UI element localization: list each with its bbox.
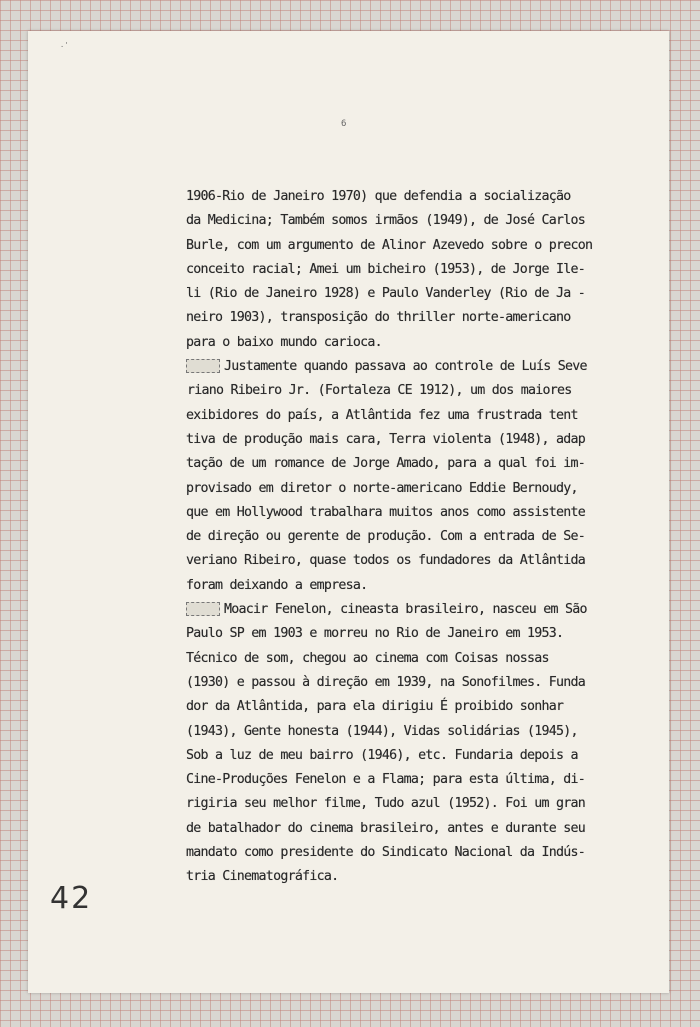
text-line: veriano Ribeiro, quase todos os fundadores da Atlântida bbox=[186, 553, 586, 569]
text-line: Técnico de som, chegou ao cinema com Coisas nossas bbox=[186, 650, 549, 666]
text-line: da Medicina; Também somos irmãos (1949), de José Carlos bbox=[186, 213, 586, 229]
corner-mark: .' bbox=[60, 41, 69, 49]
text-line: de batalhador do cinema brasileiro, antes e durante seu bbox=[186, 820, 586, 836]
document-page bbox=[28, 31, 669, 993]
text-line: neiro 1903), transposição do thriller norte-americano bbox=[186, 310, 571, 326]
text-line: Sob a luz de meu bairro (1946), etc. Fundaria depois a bbox=[186, 747, 578, 763]
text-line: provisado em diretor o norte-americano Eddie Bernoudy, bbox=[186, 480, 578, 496]
text-line: (1943), Gente honesta (1944), Vidas solidárias (1945), bbox=[186, 723, 578, 739]
paragraph-marker bbox=[186, 359, 220, 373]
text-line: dor da Atlântida, para ela dirigiu É proibido sonhar bbox=[186, 699, 564, 715]
text-line: 1906-Rio de Janeiro 1970) que defendia a socialização bbox=[186, 189, 571, 204]
top-mark: 6 bbox=[341, 119, 347, 129]
text-line: li (Rio de Janeiro 1928) e Paulo Vanderley (Rio de Ja - bbox=[186, 286, 586, 302]
text-line: (1930) e passou à direção em 1939, na Sonofilmes. Funda bbox=[186, 674, 586, 690]
text-line: tação de um romance de Jorge Amado, para a qual foi im- bbox=[186, 456, 586, 472]
text-line: para o baixo mundo carioca. bbox=[186, 334, 382, 350]
handwritten-page-number: 42 bbox=[50, 881, 93, 916]
text-line: foram deixando a empresa. bbox=[186, 577, 368, 593]
paragraph-start-line bbox=[186, 598, 646, 622]
text-line: tiva de produção mais cara, Terra violenta (1948), adap bbox=[186, 431, 586, 447]
text-line: mandato como presidente do Sindicato Nacional da Indús- bbox=[186, 845, 586, 861]
text-line: de direção ou gerente de produção. Com a entrada de Se- bbox=[186, 529, 586, 545]
text-line: riano Ribeiro Jr. (Fortaleza CE 1912), um dos maiores bbox=[187, 383, 572, 399]
text-line: que em Hollywood trabalhara muitos anos como assistente bbox=[186, 504, 586, 520]
text-line: Moacir Fenelon, cineasta brasileiro, nasceu em São bbox=[224, 602, 587, 618]
typed-text-block bbox=[186, 185, 646, 890]
text-line: Cine-Produções Fenelon e a Flama; para esta última, di- bbox=[186, 772, 586, 788]
text-line: exibidores do país, a Atlântida fez uma frustrada tent bbox=[186, 407, 578, 423]
text-line: conceito racial; Amei um bicheiro (1953), de Jorge Ile- bbox=[186, 261, 586, 277]
paragraph-marker bbox=[186, 602, 220, 616]
text-line: rigiria seu melhor filme, Tudo azul (1952). Foi um gran bbox=[186, 796, 586, 812]
text-line: Justamente quando passava ao controle de Luís Seve bbox=[224, 359, 587, 375]
text-line: Paulo SP em 1903 e morreu no Rio de Janeiro em 1953. bbox=[186, 626, 564, 642]
paragraph-start-line bbox=[186, 355, 646, 379]
text-line: Burle, com um argumento de Alinor Azevedo sobre o precon bbox=[186, 237, 593, 253]
text-line: tria Cinematográfica. bbox=[186, 869, 339, 885]
